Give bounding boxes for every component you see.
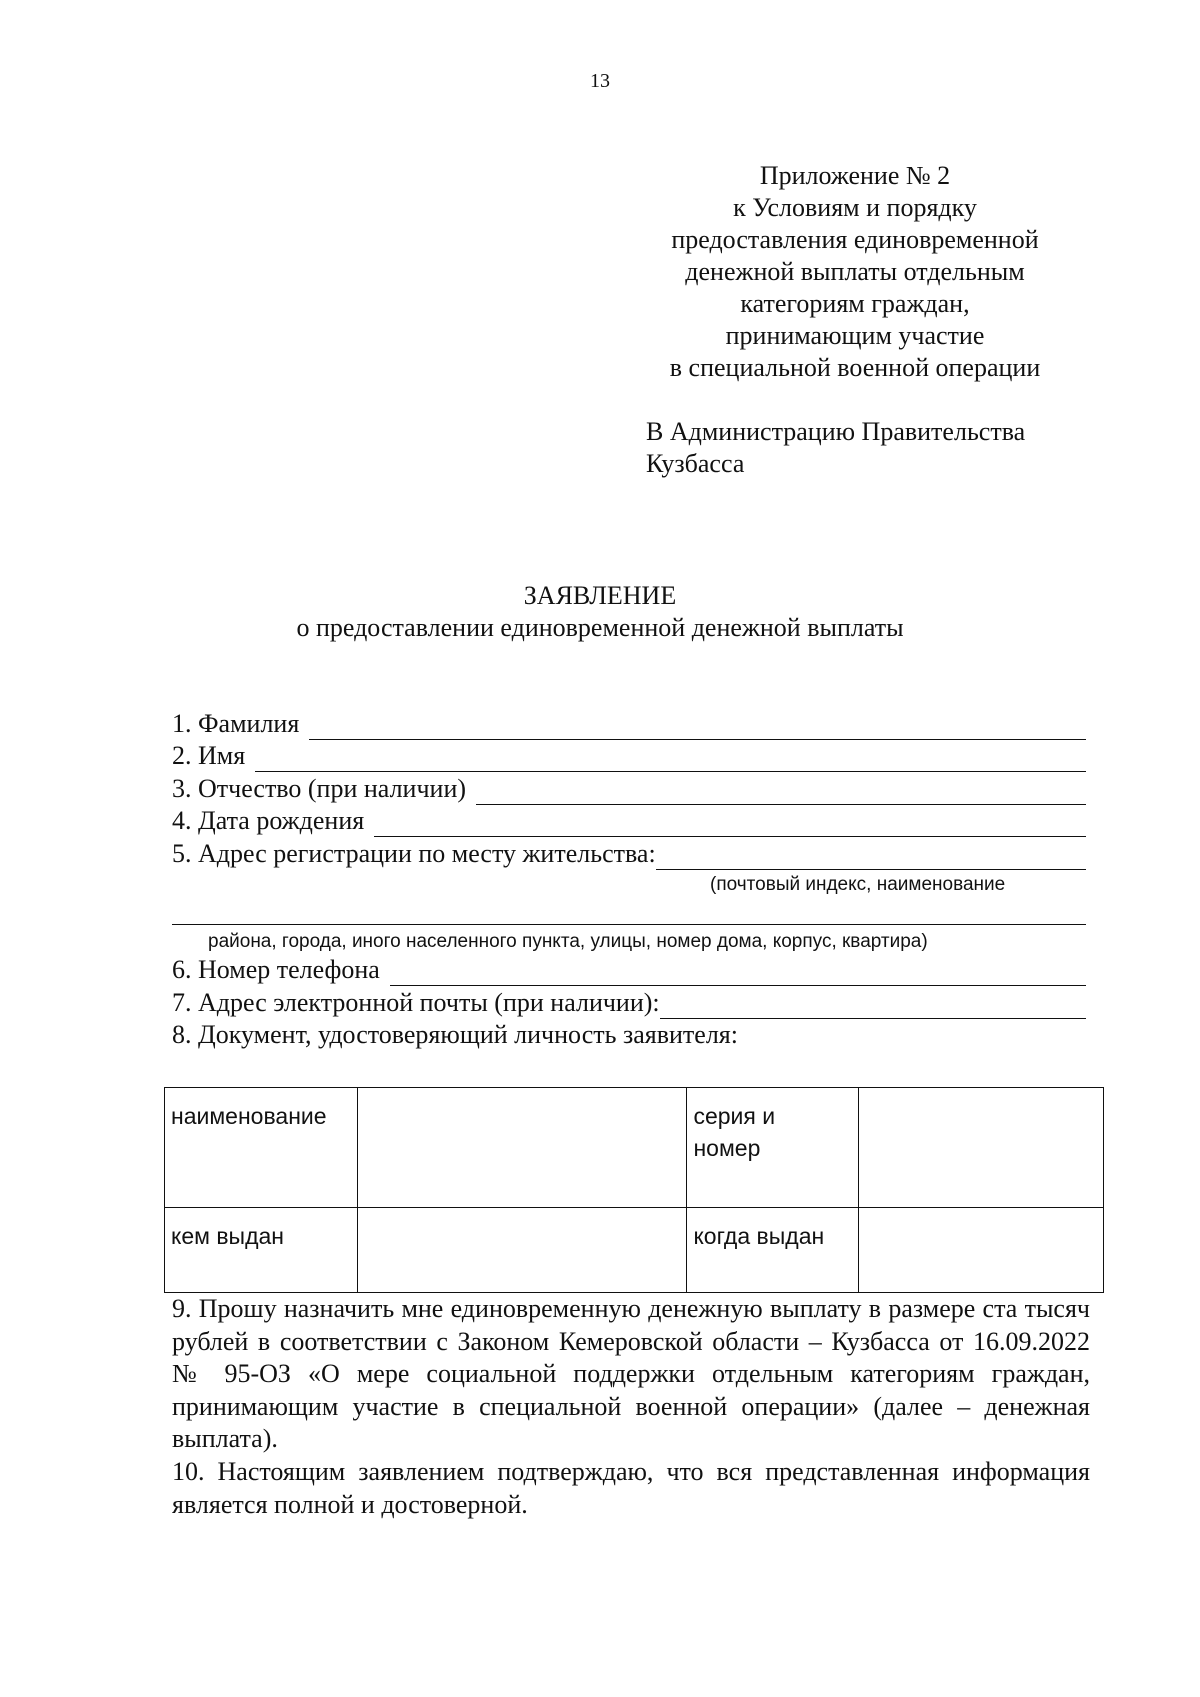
doc-series-label-line: серия и — [693, 1103, 776, 1129]
doc-series-cell[interactable] — [859, 1088, 1104, 1208]
surname-input-line[interactable] — [309, 715, 1086, 740]
birth-date-label: 4. Дата рождения — [172, 806, 365, 835]
phone-input-line[interactable] — [390, 961, 1086, 986]
phone-field — [172, 954, 1086, 986]
paragraph-9: 9. Прошу назначить мне единовременную денежную выплату в размере ста тысяч рублей в соответствии с Законом Кемеровской области – Кузбасса от 16.09.2022 № 95-ОЗ «О мере социальной поддержки отдельным категориям граждан, принимающим участие в специальной военной операции» (далее – денежная выплата). — [172, 1294, 1090, 1453]
appendix-line: принимающим участие — [725, 321, 985, 350]
document-title: ЗАЯВЛЕНИЕ — [523, 581, 677, 610]
page-number: 13 — [590, 70, 610, 92]
address-input-line[interactable] — [656, 845, 1086, 870]
appendix-line: денежной выплаты отдельным — [685, 257, 1025, 286]
id-document-table — [164, 1087, 1104, 1293]
doc-issued-date-label: когда выдан — [687, 1208, 859, 1293]
appendix-line: в специальной военной операции — [669, 353, 1041, 382]
name-input-line[interactable] — [255, 747, 1086, 772]
doc-series-label-line: номер — [693, 1135, 761, 1161]
id-document-field — [172, 1019, 1086, 1051]
paragraph-10: 10. Настоящим заявлением подтверждаю, что вся представленная информация является полной и достоверной. — [172, 1457, 1090, 1519]
patronymic-input-line[interactable] — [476, 780, 1086, 805]
surname-label: 1. Фамилия — [172, 709, 300, 738]
name-field — [172, 740, 1086, 772]
appendix-line: к Условиям и порядку — [733, 193, 977, 222]
addressee-line: Кузбасса — [646, 449, 745, 478]
addressee-line: В Администрацию Правительства — [646, 417, 1026, 446]
doc-name-label: наименование — [165, 1088, 358, 1208]
addressee — [646, 416, 1146, 480]
document-subtitle: о предоставлении единовременной денежной выплаты — [296, 613, 904, 642]
table-row — [165, 1208, 1104, 1293]
address-hint-2: района, города, иного населенного пункта, улицы, номер дома, корпус, квартира) — [208, 931, 928, 952]
patronymic-label: 3. Отчество (при наличии) — [172, 774, 467, 803]
doc-series-label — [687, 1088, 859, 1208]
appendix-line: Приложение № 2 — [759, 161, 951, 190]
doc-issued-date-cell[interactable] — [859, 1208, 1104, 1293]
email-label: 7. Адрес электронной почты (при наличии): — [172, 988, 660, 1017]
address-continuation-line[interactable] — [172, 924, 1086, 925]
email-input-line[interactable] — [660, 994, 1086, 1019]
phone-label: 6. Номер телефона — [172, 955, 380, 984]
table-row — [165, 1088, 1104, 1208]
address-hint-1: (почтовый индекс, наименование — [710, 874, 1006, 895]
doc-issued-by-cell[interactable] — [357, 1208, 687, 1293]
address-field — [172, 838, 1086, 870]
appendix-line: категориям граждан, — [740, 289, 970, 318]
patronymic-field — [172, 773, 1086, 805]
birth-date-field — [172, 805, 1086, 837]
birth-date-input-line[interactable] — [374, 812, 1086, 837]
id-document-label: 8. Документ, удостоверяющий личность заявителя: — [172, 1020, 738, 1049]
name-label: 2. Имя — [172, 741, 246, 770]
appendix-line: предоставления единовременной — [671, 225, 1039, 254]
doc-issued-by-label: кем выдан — [165, 1208, 358, 1293]
appendix-header — [620, 160, 1090, 384]
doc-name-cell[interactable] — [357, 1088, 687, 1208]
email-field — [172, 987, 1086, 1019]
surname-field — [172, 708, 1086, 740]
address-label: 5. Адрес регистрации по месту жительства: — [172, 839, 656, 868]
